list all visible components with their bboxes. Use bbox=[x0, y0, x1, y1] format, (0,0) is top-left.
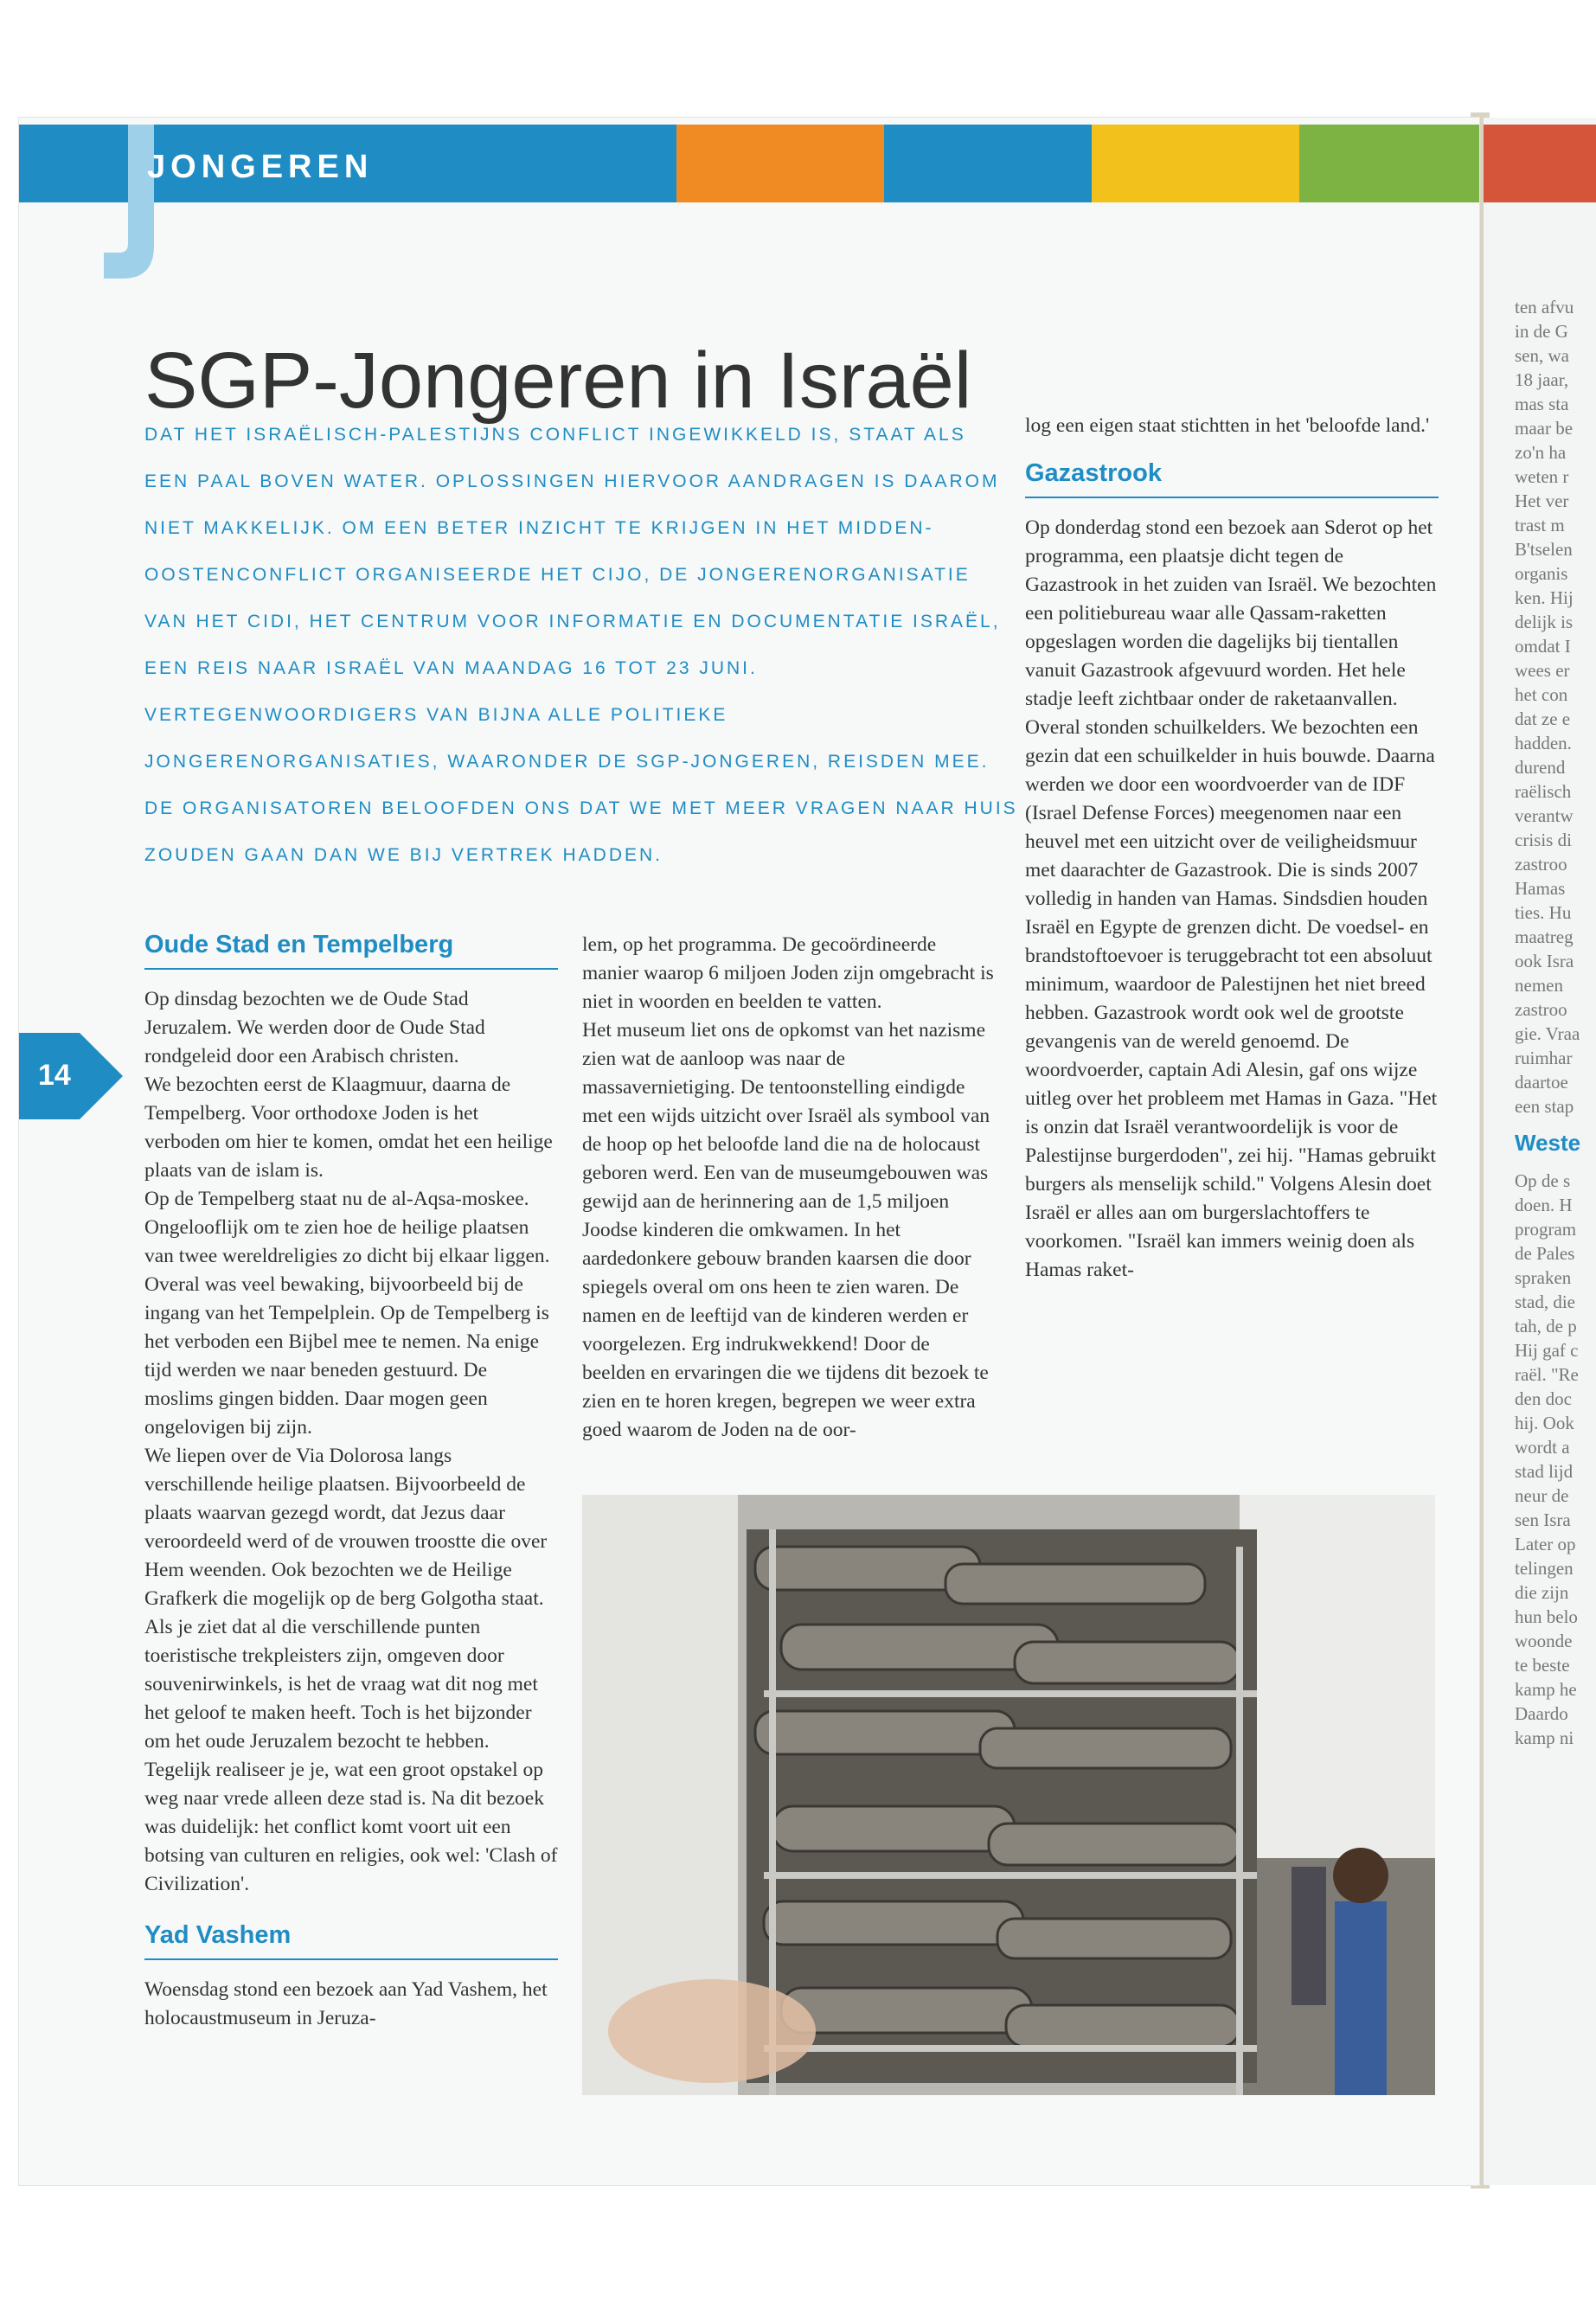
paragraph: log een eigen staat stichtten in het 'beloofde land.' bbox=[1025, 414, 1430, 437]
right-page-line: raël. "Re bbox=[1515, 1364, 1579, 1385]
right-page-line: Later op bbox=[1515, 1534, 1576, 1554]
right-page-line: neur de bbox=[1515, 1485, 1569, 1506]
right-page-line: daartoe bbox=[1515, 1072, 1568, 1093]
right-page-line: stad lijd bbox=[1515, 1461, 1574, 1482]
heading-gazastrook: Gazastrook bbox=[1025, 459, 1439, 498]
article-intro: DAT HET ISRAËLISCH-PALESTIJNS CONFLICT INGEWIKKELD IS, STAAT ALS EEN PAAL BOVEN WATER. OPLOSSINGEN HIERVOOR AANDRAGEN IS DAAROM NIET MAKKELIJK. OM EEN BETER INZICHT TE KRIJGEN IN HET MIDDEN-OOSTENCONFLICT ORGANISEERDE HET CIJO, DE JONGERENORGANISATIE VAN HET CIDI, HET CENTRUM VOOR INFORMATIE EN DOCUMENTATIE ISRAËL, EEN REIS NAAR ISRAËL VAN MAANDAG 16 TOT 23 JUNI. VERTEGENWOORDIGERS VAN BIJNA ALLE POLITIEKE JONGERENORGANISATIES, WAARONDER DE SGP-JONGEREN, REISDEN MEE. DE ORGANISATOREN BELOOFDEN ONS DAT WE MET MEER VRAGEN NAAR HUIS ZOUDEN GAAN DAN WE BIJ VERTREK HADDEN. bbox=[144, 425, 1018, 865]
page-number-marker bbox=[19, 1033, 123, 1119]
right-page-line: het con bbox=[1515, 684, 1568, 705]
right-page-line: durend bbox=[1515, 757, 1566, 778]
heading-yad-vashem: Yad Vashem bbox=[144, 1921, 558, 1960]
column-3 bbox=[1025, 412, 1439, 1285]
paragraph: We liepen over de Via Dolorosa langs verschillende heilige plaatsen. Bijvoorbeeld de plaats waarvan gezegd wordt, dat Jezus daar veroordeeld werd of de vrouwen troostte die over Hem weenden. Ook bezochten we de Heilige Grafkerk die mogelijk op de berg Golgotha staat. Als je ziet dat al die verschillende punten toeristische trekpleisters zijn, omgeven door souvenirwinkels, is het de vraag wat dit nog met het geloof te maken heeft. Toch is het bijzonder om het oude Jeruzalem bezocht te hebben. Tegelijk realiseer je je, wat een groot opstakel op weg naar vrede alleen deze stad is. Na dit bezoek was duidelijk: het conflict komt voort uit een botsing van culturen en religies, ook wel: 'Clash of Civilization'. bbox=[144, 1445, 558, 1895]
right-page-line: zo'n ha bbox=[1515, 442, 1567, 463]
column-2 bbox=[582, 931, 996, 1445]
right-page-line: Op de s bbox=[1515, 1170, 1571, 1191]
right-page-line: crisis di bbox=[1515, 830, 1572, 850]
right-page-line: wees er bbox=[1515, 660, 1570, 681]
right-page-line: gie. Vraa bbox=[1515, 1023, 1580, 1044]
right-page-line: hun belo bbox=[1515, 1606, 1578, 1627]
paragraph: Op dinsdag bezochten we de Oude Stad Jeruzalem. We werden door de Oude Stad rondgeleid door een Arabisch christen. bbox=[144, 988, 485, 1067]
right-page-line: sen, wa bbox=[1515, 345, 1569, 366]
paragraph: We bezochten eerst de Klaagmuur, daarna de Tempelberg. Voor orthodoxe Joden is het verboden om hier te komen, omdat het een heilige plaats van de islam is. bbox=[144, 1074, 553, 1182]
right-page-line: ken. Hij bbox=[1515, 587, 1574, 608]
right-page-text bbox=[1515, 295, 1596, 1750]
column-1 bbox=[144, 931, 558, 2033]
photo-qassam-rockets bbox=[582, 1495, 1435, 2095]
page-number: 14 bbox=[38, 1059, 71, 1092]
right-page-line: omdat I bbox=[1515, 636, 1571, 657]
heading-oude-stad: Oude Stad en Tempelberg bbox=[144, 931, 558, 970]
right-page-line: den doc bbox=[1515, 1388, 1572, 1409]
right-page-line: spraken bbox=[1515, 1267, 1572, 1288]
right-page-line: de Pales bbox=[1515, 1243, 1575, 1264]
right-page-line: ook Isra bbox=[1515, 951, 1574, 971]
right-page-line: raëlisch bbox=[1515, 781, 1572, 802]
right-page-line: delijk is bbox=[1515, 612, 1574, 632]
right-page-line: Hamas bbox=[1515, 878, 1566, 899]
photo-rocket-rack-image bbox=[582, 1495, 1435, 2095]
band-green bbox=[1299, 125, 1479, 202]
right-lines-bottom bbox=[1515, 1169, 1596, 1750]
right-page-line: trast m bbox=[1515, 515, 1565, 535]
paragraph: Woensdag stond een bezoek aan Yad Vashem, het holocaustmuseum in Jeruza- bbox=[144, 1978, 548, 2029]
right-page-line: Hij gaf c bbox=[1515, 1340, 1579, 1361]
right-page-line: hadden. bbox=[1515, 733, 1572, 753]
right-page-line: doen. H bbox=[1515, 1195, 1573, 1215]
right-page-line: in de G bbox=[1515, 321, 1568, 342]
right-heading: Weste bbox=[1515, 1130, 1581, 1156]
band-yellow bbox=[1092, 125, 1299, 202]
right-page-line: een stap bbox=[1515, 1096, 1574, 1117]
right-page-line: stad, die bbox=[1515, 1292, 1575, 1312]
paragraph: Op de Tempelberg staat nu de al-Aqsa-moskee. Ongelooflijk om te zien hoe de heilige plaatsen van twee wereldreligies zo dicht bij elkaar liggen. Overal was veel bewaking, bijvoorbeeld bij de ingang van het Tempelplein. Op de Tempelberg is het verboden een Bijbel mee te nemen. Na enige tijd werden we naar beneden gestuurd. De moslims gingen bidden. Daar mogen geen ongelovigen bij zijn. bbox=[144, 1188, 550, 1439]
right-page-line: wordt a bbox=[1515, 1437, 1570, 1458]
right-page-line: maatreg bbox=[1515, 926, 1574, 947]
right-page-line: maar be bbox=[1515, 418, 1574, 439]
right-page-line: Het ver bbox=[1515, 490, 1569, 511]
right-page-line: hij. Ook bbox=[1515, 1413, 1574, 1433]
right-page-line: mas sta bbox=[1515, 394, 1569, 414]
section-header-band bbox=[19, 125, 1479, 202]
right-page-line: tah, de p bbox=[1515, 1316, 1577, 1336]
right-page-line: telingen bbox=[1515, 1558, 1574, 1579]
section-j-letter-icon bbox=[104, 125, 164, 280]
right-page-line: weten r bbox=[1515, 466, 1569, 487]
right-page-line: Daardo bbox=[1515, 1703, 1568, 1724]
right-page-line: zastroo bbox=[1515, 854, 1567, 875]
band-orange bbox=[676, 125, 884, 202]
right-page-line: B'tselen bbox=[1515, 539, 1573, 560]
right-page-line: ruimhar bbox=[1515, 1048, 1573, 1068]
right-page-line: program bbox=[1515, 1219, 1577, 1240]
right-page-line: organis bbox=[1515, 563, 1568, 584]
right-lines-top bbox=[1515, 295, 1596, 1118]
right-page-line: die zijn bbox=[1515, 1582, 1569, 1603]
right-page-line: nemen bbox=[1515, 975, 1563, 996]
right-page-line: verantw bbox=[1515, 805, 1574, 826]
right-page-line: woonde bbox=[1515, 1631, 1573, 1651]
right-page-edge bbox=[1484, 118, 1596, 2185]
right-page-line: te beste bbox=[1515, 1655, 1570, 1676]
right-page-line: kamp he bbox=[1515, 1679, 1577, 1700]
article-title: SGP-Jongeren in Israël bbox=[144, 336, 972, 425]
section-label: JONGEREN bbox=[147, 149, 374, 185]
right-band-red bbox=[1484, 125, 1596, 202]
right-page-line: ten afvu bbox=[1515, 297, 1574, 317]
paragraph: lem, op het programma. De gecoördineerde manier waarop 6 miljoen Joden zijn omgebracht is niet in woorden en beelden te vatten. bbox=[582, 933, 994, 1013]
left-page bbox=[19, 118, 1479, 2185]
right-page-line: dat ze e bbox=[1515, 708, 1571, 729]
band-blue-2 bbox=[884, 125, 1092, 202]
paragraph: Op donderdag stond een bezoek aan Sderot op het programma, een plaatsje dicht tegen de Gazastrook in het zuiden van Israël. We bezochten een politiebureau waar alle Qassam-raketten opgeslagen worden die dagelijks bij tientallen vanuit Gazastrook afgevuurd worden. Het hele stadje leeft zichtbaar onder de raketaanvallen. Overal stonden schuilkelders. We bezochten een gezin dat een schuilkelder in huis bouwde. Daarna werden we door een woordvoerder van de IDF (Israel Defense Forces) meegenomen naar een heuvel met een uitzicht over de veiligheidsmuur met daarachter de Gazastrook. Die is sinds 2007 volledig in handen van Hamas. Sindsdien houden Israël en Egypte de grenzen dicht. De voedsel- en brandstoftoevoer is teruggebracht tot een absoluut minimum, waardoor de Palestijnen het niet breed hebben. Gazastrook wordt ook wel de grootste gevangenis van de wereld genoemd. De woordvoerder, captain Adi Alesin, gaf ons wijze uitleg over het probleem met Hamas in Gaza. "Het is onzin dat Israël verantwoordelijk is voor de Palestijnse burgerdoden", zei hij. "Hamas gebruikt burgers als menselijk schild." Volgens Alesin doet Israël er alles aan om burgerslachtoffers te voorkomen. "Israël kan immers weinig doen als Hamas raket- bbox=[1025, 516, 1438, 1281]
right-page-line: zastroo bbox=[1515, 999, 1567, 1020]
right-page-line: 18 jaar, bbox=[1515, 369, 1569, 390]
right-page-line: ties. Hu bbox=[1515, 902, 1572, 923]
paragraph: Het museum liet ons de opkomst van het nazisme zien wat de aanloop was naar de massavernietiging. De tentoonstelling eindigde met een wijds uitzicht over Israël als symbool van de hoop op het beloofde land die na de holocaust geboren werd. Een van de museumgebouwen was gewijd aan de herinnering aan de 1,5 miljoen Joodse kinderen die omkwamen. In het aardedonkere gebouw branden kaarsen die door spiegels overal om ons heen te zien waren. De namen en de leeftijd van de kinderen werden er voorgelezen. Erg indrukwekkend! Door de beelden en ervaringen die we tijdens dit bezoek te zien en te horen kregen, begrepen we weer extra goed waarom de Joden na de oor- bbox=[582, 1019, 990, 1441]
right-page-line: kamp ni bbox=[1515, 1727, 1574, 1748]
right-page-line: sen Isra bbox=[1515, 1509, 1571, 1530]
